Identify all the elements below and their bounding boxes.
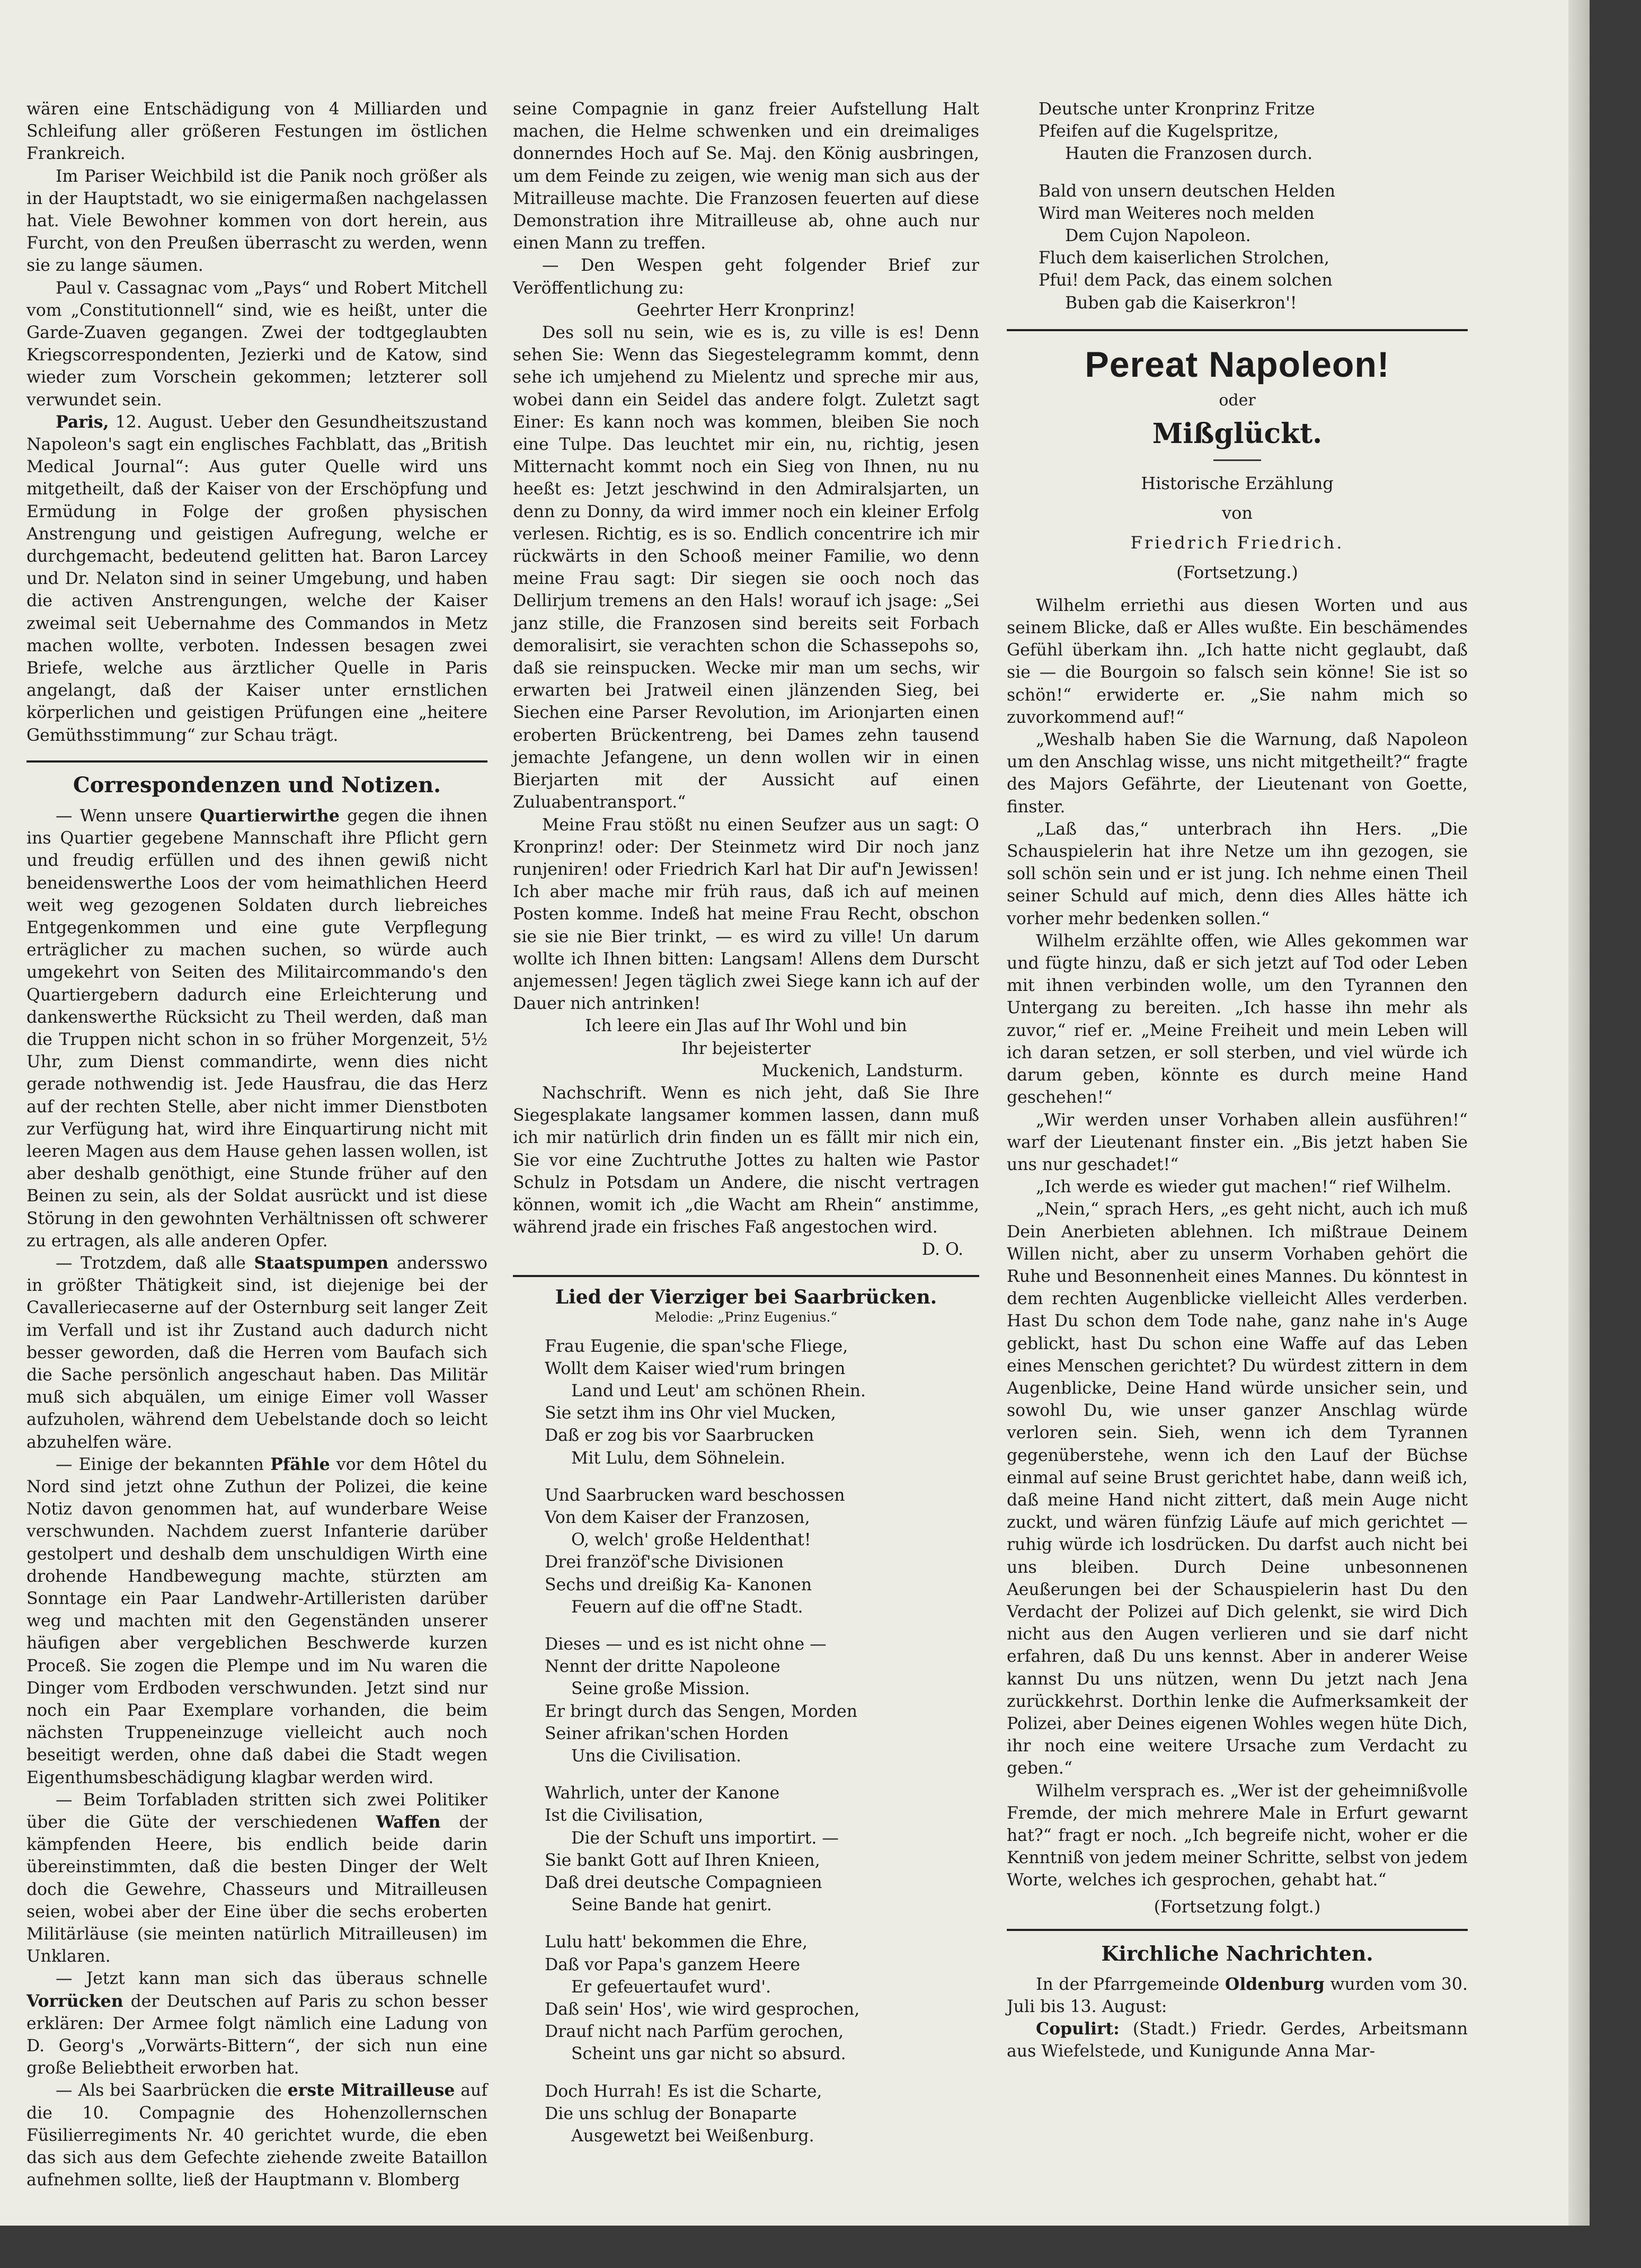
story-paragraph: „Ich werde es wieder gut machen!“ rief Wilhelm. — [1036, 1177, 1452, 1197]
section-rule — [26, 760, 487, 763]
verse-line: Wird man Weiteres noch melden — [1039, 203, 1315, 223]
notice-text: andersswo in größter Thätigkeit sind, ist diejenige bei der Cavalleriecaserne auf der Osternburg seit langer Zeit im Verfall und ist ihr Zustand auch dadurch nicht besser geworden, daß die Herren vom Baufach sich die Sache persönlich angeschaut haben. Das Militär muß sich abquälen, um einige Eimer voll Wasser aufzuholen, während dem Uebelstande doch so leicht abzuhelfen wäre. — [26, 1253, 488, 1452]
notice-text: der kämpfenden Heere, bis endlich beide darin übereinstimmten, daß die besten Dinger der Welt doch die Gewehre, Chasseurs und Mitrailleusen seien, wobei aber der Eine über die sechs eroberten Militärläuse (sie meinten natürlich Mitrailleusen) im Unklaren. — [26, 1813, 487, 1966]
notice — [26, 1968, 487, 2079]
letter-signature: Muckenich, Landsturm. — [761, 1061, 963, 1080]
paragraph-text: 12. August. Ueber den Gesundheitszustand Napoleon's sagt ein englisches Fachblatt, das „British Medical Journal“: Aus guter Quelle wird uns mitgetheilt, daß der Kaiser von der Erschöpfung und Ermüdung in Folge der großen physischen Anstrengung und geistigen Aufregung, welche er durchgemacht, bedeutend gelitten hat. Baron Larcey und Dr. Nelaton sind in seiner Umgebung, und haben die activen Anstrengungen, welche der Kaiser zweimal seit Uebernahme des Commandos in Metz machen wollte, verboten. Indessen besagen zwei Briefe, welche aus ärztlicher Quelle in Paris angelangt, daß der Kaiser unter ernstlichen körperlichen und geistigen Prüfungen eine „heitere Gemüthsstimmung“ zur Schau trägt. — [26, 412, 487, 745]
stanza — [1039, 180, 1468, 314]
notice-keyword: Staatspumpen — [254, 1253, 389, 1273]
church-keyword: Copulirt: — [1036, 2019, 1120, 2039]
story-kind: Historische Erzählung — [1141, 473, 1334, 493]
letter-closing: Ich leere ein Jlas auf Ihr Wohl und bin — [585, 1016, 907, 1036]
verse-line: Fluch dem kaiserlichen Strolchen, — [1039, 249, 1329, 268]
short-rule — [1213, 459, 1261, 461]
stanza — [1039, 98, 1468, 165]
verse-line: Daß er zog bis vor Saarbrucken — [545, 1426, 814, 1446]
verse-line: Daß vor Papa's ganzem Heere — [545, 1955, 801, 1974]
notice-keyword: Waffen — [376, 1812, 441, 1832]
verse-line: Land und Leut' am schönen Rhein. — [571, 1381, 866, 1401]
song-stanzas-continued — [1007, 98, 1468, 314]
story-oder: oder — [1219, 391, 1256, 410]
story-title: Pereat Napoleon! — [1085, 344, 1390, 385]
verse-line: Die uns schlug der Bonaparte — [545, 2104, 797, 2123]
verse-line: Daß sein' Hos', wie wird gesprochen, — [545, 2000, 860, 2019]
verse-line: Er gefeuertaufet wurd'. — [571, 1977, 771, 1997]
page-edge — [1568, 0, 1590, 2226]
notice-text: vor dem Hôtel du Nord sind jetzt ohne Zuthun der Polizei, die keine Notiz davon genommen hat, auf wunderbare Weise verschwunden. Nachdem zuerst Infanterie darüber gestolpert und deshalb dem unschuldigen Wirth eine drohende Handbewegung machte, stürzten am Sonntage ein Paar Landwehr-Artilleristen darüber weg und machten mit den Gegenständen unserer häufigen aber vergeblichen Beschwerde kurzen Proceß. Sie zogen die Plempe und im Nu waren die Dinger vom Erdboden verschwunden. Jetzt sind nur noch ein Paar Exemplare vorhanden, die beim nächsten Truppeneinzuge vielleicht auch noch beseitigt werden, ohne daß dabei die Stadt wegen Eigenthumsbeschädigung klagbar werden wird. — [26, 1455, 487, 1787]
verse-line: Er bringt durch das Sengen, Morden — [545, 1702, 858, 1721]
verse-line: Die der Schuft uns importirt. — — [571, 1828, 839, 1848]
verse-line: Sie bankt Gott auf Ihren Knieen, — [545, 1850, 820, 1870]
notice-text: — Einige der bekannten — [56, 1455, 271, 1474]
notice-text: — Wenn unsere — [56, 806, 200, 826]
letter-postscript: Nachschrift. Wenn es nich jeht, daß Sie Ihre Siegesplakate langsamer kommen lassen, dann muß ich mir natürlich drin finden un es fällt mir nich ein, Sie vor eine Zuchtruthe Jottes zu halten wie Pastor Schulz in Potsdam un Andere, die nischt vertragen können, womit ich „die Wacht am Rhein“ anstimme, während jrade ein frisches Faß angestochen wird. — [513, 1083, 979, 1237]
verse-line: Uns die Civilisation. — [571, 1747, 742, 1766]
song-title: Lied der Vierziger bei Saarbrücken. — [555, 1286, 937, 1308]
section-rule — [1007, 1929, 1468, 1931]
notice-text: gegen die ihnen ins Quartier gegebene Mannschaft ihre Pflicht gern und freudig erfüllen und des ihnen gewiß nicht beneidenswerthe Loos der vom heimathlichen Heerd weit weg gezogenen Soldaten durch liebreiches Entgegenkommen und eine gute Verpflegung erträglicher zu machen suchen, so würde auch umgekehrt von Seiten des Militaircommando's den Quartiergebern dadurch eine Erleichterung und dankenswerthe Rücksicht zu Theil werden, daß man die Truppen nicht schon in so früher Morgenzeit, 5½ Uhr, zum Dienst commandirte, wenn dies nicht gerade nothwendig ist. Jede Hausfrau, die das Herz auf der rechten Stelle, aber nicht immer Dienstboten zur Verfügung hat, wird ihre Einquartirung nicht mit leeren Magen aus dem Hause gehen lassen wollen, ist aber deshalb genöthigt, eine Stunde früher auf den Beinen zu sein, als der Soldat ausrückt und ist diese Störung in den gewohnten Verhältnissen oft schwerer zu ertragen, als alle anderen Opfer. — [26, 806, 487, 1251]
letter-salutation: Geehrter Herr Kronprinz! — [636, 300, 856, 320]
verse-line: Hauten die Franzosen durch. — [1065, 144, 1313, 164]
section-title: Correspondenzen und Notizen. — [73, 772, 441, 798]
verse-line: Seine Bande hat genirt. — [571, 1895, 772, 1915]
church-paragraph — [1007, 1973, 1468, 2018]
paragraph: seine Compagnie in ganz freier Aufstellung Halt machen, die Helme schwenken und ein dreimaliges donnerndes Hoch auf Se. Maj. den König ausbringen, um dem Feinde zu zeigen, wie wenig man sich aus der Mitrailleuse machte. Die Franzosen feuerten auf diese Demonstration ihre Mitrailleuse ab, ohne auch nur einen Mann zu treffen. — [513, 100, 979, 253]
church-keyword: Oldenburg — [1225, 1974, 1325, 1994]
church-text: In der Pfarrgemeinde — [1036, 1974, 1225, 1994]
paragraph: wären eine Entschädigung von 4 Milliarden und Schleifung aller größeren Festungen im östlichen Frankreich. — [26, 100, 487, 164]
notice — [26, 2079, 487, 2191]
verse-line: Bald von unsern deutschen Helden — [1039, 181, 1336, 201]
verse-line: Dieses — und es ist nicht ohne — — [545, 1635, 827, 1654]
story-continuation: (Fortsetzung.) — [1176, 562, 1298, 582]
dateline: Paris, — [56, 412, 109, 432]
story-von: von — [1222, 502, 1253, 523]
verse-line: O, welch' große Heldenthat! — [571, 1530, 811, 1550]
notice — [26, 1454, 487, 1789]
verse-line: Deutsche unter Kronprinz Fritze — [1039, 100, 1315, 119]
column-right — [1007, 98, 1468, 2062]
verse-line: Sie setzt ihm ins Ohr viel Mucken, — [545, 1404, 836, 1423]
church-title: Kirchliche Nachrichten. — [1101, 1941, 1373, 1965]
notice-text: — Jetzt kann man sich das überaus schnelle — [56, 1969, 487, 1989]
column-left — [26, 98, 487, 2191]
notice-text: der Deutschen auf Paris zu schon besser erklären: Der Armee folgt nämlich eine Ladung von D. Georg's „Vorwärts-Bittern“, der sich nun eine große Beliebtheit erworben hat. — [26, 1991, 487, 2078]
notice-text: auf die 10. Compagnie des Hohenzollernschen Füsilierregiments Nr. 40 gerichtet wurde, die eben das sich aus dem Gefechte ziehende zweite Bataillon aufnehmen sollte, ließ der Hauptmann v. Blomberg — [26, 2081, 487, 2190]
notice-text: — Beim Torfabladen stritten sich zwei Politiker über die Güte der verschiedenen — [26, 1790, 487, 1832]
story-paragraph: „Nein,“ sprach Hers, „es geht nicht, auch ich muß Dein Anerbieten ablehnen. Ich mißtraue Deinem Willen nicht, aber zu unserm Vorhaben gehört die Ruhe und Besonnenheit eines Mannes. Du könntest in dem rechten Augenblicke vielleicht Alles verderben. Hast Du schon dem Tode nahe, ganz nahe in's Auge geblickt, hast Du schon eine Waffe auf das Leben eines Menschen gerichtet? Du würdest zittern in dem Augenblicke, Deine Hand würde unsicher sein, und sowohl Du, wie unser ganzer Anschlag würde verloren sein. Sieh, wenn ich dem Tyrannen gegenüberstehe, wenn ich den Lauf der Büchse einmal auf seine Brust gerichtet habe, dann weiß ich, daß meine Hand nicht zittert, daß mein Auge nicht zuckt, und wären fünfzig Läufe auf mich gerichtet — ruhig würde ich losdrücken. Du darfst auch nicht bei uns bleiben. Durch Deine unbesonnenen Aeußerungen bei der Schauspielerin hast Du den Verdacht der Polizei auf Dich gelenkt, sie wird Dich nicht aus den Augen verlieren und sie darf nicht erfahren, daß Du uns kennst. Aber in anderer Weise kannst Du uns nützen, wenn Du jetzt nach Jena zurückkehrst. Dorthin lenke die Aufmerksamkeit der Polizei, aber Deines eigenen Wohles wegen hüte Dich, ihr noch eine weitere Ursache zum Verdacht zu geben.“ — [1007, 1200, 1468, 1778]
notice — [26, 1252, 487, 1454]
stanza — [545, 1782, 979, 1916]
verse-line: Buben gab die Kaiserkron'! — [1065, 293, 1297, 313]
church-text: wurden vom 30. Juli bis 13. August: — [1007, 1974, 1468, 2016]
story-paragraph: Wilhelm erzählte offen, wie Alles gekommen war und fügte hinzu, daß er sich jetzt auf Tod oder Leben mit ihnen verbinden wolle, um den Tyrannen den Untergang zu bereiten. „Ich hasse ihn mehr als zuvor,“ rief er. „Meine Freiheit und mein Leben will ich daran setzen, er soll sterben, und viel würde ich darum geben, könnte es durch meine Hand geschehen!“ — [1007, 931, 1468, 1108]
letter-body: Des soll nu sein, wie es is, zu ville is es! Denn sehen Sie: Wenn das Siegestelegramm kommt, denn sehe ich umjehend zu Mielentz und spreche mir aus, wobei dann ein Seidel das andere folgt. Zuletzt sagt Einer: Es kann noch was kommen, bleiben Sie noch eine Tulpe. Das leuchtet mir ein, nu, richtig, jesen Mitternacht kommt noch ein Sieg von Ihnen, nu nu heeßt es: Jetzt jeschwind in den Admiralsjarten, un denn zu Donny, da wird immer noch ein kleiner Erfolg verlesen. Richtig, es is so. Endlich concentrire ich mir rückwärts in den Schooß meiner Familie, wo denn meine Frau sagt: Dir siegen sie ooch noch das Dellirjum tremens an den Hals! worauf ich jsage: „Sei janz stille, die Franzosen sind bereits seit Forbach demoralisirt, sie verachten schon die Schassepohs so, daß sie reinspucken. Wecke mir man um sechs, wir erwarten bei Jratweil einen jlänzenden Sieg, bei Siechen eine Parser Revolution, im Arionjarten einen eroberten Brückentreng, bei Dames zehn tausend jemachte Jefangene, un denn wollen wir in einen Bierjarten mit der Aussicht auf einen Zuluabentransport.“ — [513, 323, 979, 812]
notice-text: — Trotzdem, daß alle — [56, 1253, 254, 1273]
church-paragraph — [1007, 2018, 1468, 2062]
stanza — [545, 2080, 979, 2148]
stanza — [545, 1484, 979, 1618]
story-subtitle: Mißglückt. — [1152, 417, 1323, 450]
verse-line: Scheint uns gar nicht so absurd. — [571, 2044, 846, 2064]
postscript-signature: D. O. — [921, 1240, 963, 1260]
verse-line: Doch Hurrah! Es ist die Scharte, — [545, 2081, 822, 2101]
song-stanzas — [513, 1335, 979, 2148]
notice-keyword: Vorrücken — [26, 1991, 123, 2011]
verse-line: Ist die Civilisation, — [545, 1806, 704, 1826]
verse-line: Nennt der dritte Napoleone — [545, 1657, 780, 1677]
letter-closing: Ihr bejeisterter — [681, 1039, 811, 1058]
notice-text: — Als bei Saarbrücken die — [56, 2081, 288, 2101]
notice-keyword: Pfähle — [270, 1454, 330, 1474]
notice — [26, 1789, 487, 1968]
verse-line: Seiner afrikan'schen Horden — [545, 1724, 789, 1743]
notice-keyword: erste Mitrailleuse — [287, 2080, 455, 2101]
verse-line: Mit Lulu, dem Söhnelein. — [571, 1448, 786, 1468]
paragraph: Im Pariser Weichbild ist die Panik noch größer als in der Hauptstadt, wo sie einigermaßen nachgelassen hat. Viele Bewohner kommen von dort herein, aus Furcht, von den Preußen überrascht zu werden, wenn sie zu lange säumen. — [26, 166, 487, 276]
story-paragraph: „Wir werden unser Vorhaben allein ausführen!“ warf der Lieutenant finster ein. „Bis jetzt haben Sie uns nur geschadet!“ — [1007, 1110, 1468, 1174]
verse-line: Ausgewetzt bei Weißenburg. — [571, 2127, 814, 2146]
story-body — [1007, 595, 1468, 1892]
stanza — [545, 1335, 979, 1469]
story-end: (Fortsetzung folgt.) — [1154, 1896, 1321, 1917]
paragraph-paris — [26, 411, 487, 747]
paragraph: — Den Wespen geht folgender Brief zur Veröffentlichung zu: — [513, 256, 979, 298]
verse-line: Frau Eugenie, die span'sche Fliege, — [545, 1336, 848, 1356]
column-middle — [513, 98, 979, 2162]
verse-line: Drauf nicht nach Parfüm gerochen, — [545, 2022, 844, 2042]
verse-line: Lulu hatt' bekommen die Ehre, — [545, 1933, 808, 1952]
verse-line: Pfeifen auf die Kugelspritze, — [1039, 122, 1279, 141]
notice — [26, 805, 487, 1252]
story-paragraph: „Laß das,“ unterbrach ihn Hers. „Die Schauspielerin hat ihre Netze um ihn gezogen, sie soll schön sein und er ist jung. Ich nehme einen Theil seiner Schuld auf mich, denn dies Alles hätte ich vorher mehr bedenken sollen.“ — [1007, 819, 1468, 928]
verse-line: Feuern auf die off'ne Stadt. — [571, 1597, 803, 1617]
verse-line: Dem Cujon Napoleon. — [1065, 226, 1251, 246]
verse-line: Wahrlich, unter der Kanone — [545, 1784, 780, 1803]
verse-line: Und Saarbrucken ward beschossen — [545, 1485, 845, 1505]
church-text: (Stadt.) Friedr. Gerdes, Arbeitsmann aus Wiefelstede, und Kunigunde Anna Mar- — [1007, 2019, 1468, 2061]
story-paragraph: Wilhelm erriethi aus diesen Worten und aus seinem Blicke, daß er Alles wußte. Ein beschämendes Gefühl überkam ihn. „Ich hatte nicht geglaubt, daß sie — die Bourgoin so falsch sein könne! Sie ist so schön!“ erwiderte er. „Sie nahm mich so zuvorkommend auf!“ — [1007, 596, 1468, 727]
verse-line: Sechs und dreißig Ka- Kanonen — [545, 1575, 812, 1594]
section-rule — [1007, 329, 1468, 331]
verse-line: Drei franzöf'sche Divisionen — [545, 1553, 784, 1572]
story-author: Friedrich Friedrich. — [1130, 532, 1344, 553]
song-melody: Melodie: „Prinz Eugenius.“ — [654, 1309, 838, 1325]
story-paragraph: Wilhelm versprach es. „Wer ist der geheimnißvolle Fremde, der mich mehrere Male in Erfurt gewarnt hat?“ fragt er noch. „Ich begreife nicht, woher er die Kenntniß von jedem meiner Schritte, selbst von jedem Worte, welches ich gesprochen, gehabt hat.“ — [1007, 1781, 1468, 1890]
verse-line: Von dem Kaiser der Franzosen, — [545, 1508, 810, 1527]
verse-line: Pfui! dem Pack, das einem solchen — [1039, 271, 1333, 290]
verse-line: Daß drei deutsche Compagnieen — [545, 1873, 822, 1893]
verse-line: Wollt dem Kaiser wied'rum bringen — [545, 1359, 846, 1378]
letter-body: Meine Frau stößt nu einen Seufzer aus un sagt: O Kronprinz! oder: Der Steinmetz wird Dir noch janz runjeniren! oder Friedrich Karl hat Dir auf'n Jewissen! Ich aber mache mir früh raus, daß ich auf meinen Posten komme. Indeß hat meine Frau Recht, obschon sie sie nie Bier trinkt, — es wird zu ville! Un darum wollte ich Ihnen bitten: Langsam! Allens dem Durscht anjemessen! Jegen täglich zwei Siege kann ich auf der Dauer nich antrinken! — [513, 815, 979, 1014]
stanza — [545, 1633, 979, 1767]
verse-line: Seine große Mission. — [571, 1679, 750, 1699]
story-paragraph: „Weshalb haben Sie die Warnung, daß Napoleon um den Anschlag wisse, uns nicht mitgetheilt?“ fragte des Majors Gefährte, der Lieutenant von Goette, finster. — [1007, 730, 1468, 817]
section-rule — [513, 1275, 979, 1277]
paragraph: Paul v. Cassagnac vom „Pays“ und Robert Mitchell vom „Constitutionnell“ sind, wie es heißt, unter die Garde-Zuaven gegangen. Zwei der todtgeglaubten Kriegscorrespondenten, Jezierki und de Katow, sind wieder zum Vorschein gekommen; letzterer soll verwundet sein. — [26, 278, 487, 410]
stanza — [545, 1931, 979, 2065]
notice-keyword: Quartierwirthe — [200, 805, 340, 826]
